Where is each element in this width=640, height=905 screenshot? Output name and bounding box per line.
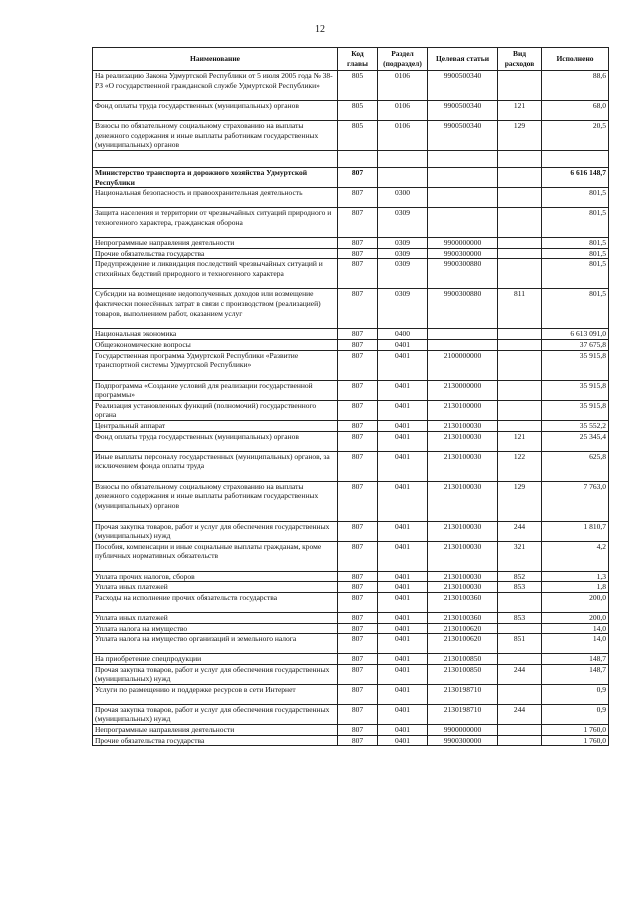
cell-section: 0300 bbox=[378, 188, 428, 208]
cell-expense-type bbox=[498, 329, 542, 340]
cell-section: 0401 bbox=[378, 350, 428, 380]
cell-expense-type bbox=[498, 238, 542, 249]
cell-section: 0401 bbox=[378, 380, 428, 400]
cell-name: Фонд оплаты труда государственных (муниципальных) органов bbox=[93, 101, 338, 121]
cell-target-item: 2130100000 bbox=[428, 400, 498, 420]
cell-executed: 68,0 bbox=[542, 101, 609, 121]
cell-executed: 35 915,8 bbox=[542, 380, 609, 400]
cell-name: Прочая закупка товаров, работ и услуг для обеспечения государственных (муниципальных) нужд bbox=[93, 704, 338, 724]
table-row bbox=[93, 248, 609, 259]
cell-name: Непрограммные направления деятельности bbox=[93, 238, 338, 249]
cell-name: Уплата иных платежей bbox=[93, 612, 338, 623]
cell-executed: 200,0 bbox=[542, 612, 609, 623]
cell-expense-type bbox=[498, 684, 542, 704]
table-row bbox=[93, 431, 609, 451]
cell-section: 0401 bbox=[378, 725, 428, 736]
cell-section: 0401 bbox=[378, 541, 428, 571]
cell-section: 0401 bbox=[378, 582, 428, 593]
cell-chapter-code: 807 bbox=[338, 289, 378, 329]
cell-target-item: 2130100850 bbox=[428, 664, 498, 684]
page-number: 12 bbox=[315, 24, 325, 35]
table-row bbox=[93, 704, 609, 724]
cell-expense-type bbox=[498, 339, 542, 350]
cell-executed: 14,0 bbox=[542, 634, 609, 654]
cell-target-item: 2130100360 bbox=[428, 592, 498, 612]
table-row bbox=[93, 71, 609, 101]
cell-name: Национальная экономика bbox=[93, 329, 338, 340]
cell-name: Реализация установленных функций (полномочий) государственного органа bbox=[93, 400, 338, 420]
cell-name: На приобретение спецпродукции bbox=[93, 654, 338, 665]
cell-target-item: 2100000000 bbox=[428, 350, 498, 380]
cell-chapter-code: 807 bbox=[338, 451, 378, 481]
cell-target-item: 9900300000 bbox=[428, 735, 498, 746]
cell-section bbox=[378, 151, 428, 168]
cell-expense-type: 244 bbox=[498, 704, 542, 724]
cell-section: 0401 bbox=[378, 684, 428, 704]
cell-section: 0401 bbox=[378, 634, 428, 654]
table-row bbox=[93, 380, 609, 400]
table-row bbox=[93, 634, 609, 654]
cell-name: На реализацию Закона Удмуртской Республики от 5 июля 2005 года № 38-РЗ «О государственной гражданской службе Удмуртской Республики» bbox=[93, 71, 338, 101]
cell-name: Фонд оплаты труда государственных (муниципальных) органов bbox=[93, 431, 338, 451]
cell-chapter-code: 807 bbox=[338, 248, 378, 259]
cell-section: 0401 bbox=[378, 420, 428, 431]
budget-table bbox=[92, 47, 609, 746]
cell-section: 0401 bbox=[378, 481, 428, 521]
cell-name: Предупреждение и ликвидация последствий чрезвычайных ситуаций и стихийных бедствий природного и техногенного характера bbox=[93, 259, 338, 289]
cell-expense-type bbox=[498, 725, 542, 736]
cell-chapter-code: 807 bbox=[338, 612, 378, 623]
cell-chapter-code: 807 bbox=[338, 541, 378, 571]
cell-name: Взносы по обязательному социальному страхованию на выплаты денежного содержания и иные выплаты работникам государственных (муниципальных) органов bbox=[93, 481, 338, 521]
cell-expense-type: 122 bbox=[498, 451, 542, 481]
table-row bbox=[93, 101, 609, 121]
cell-target-item: 2130100030 bbox=[428, 481, 498, 521]
cell-name: Уплата прочих налогов, сборов bbox=[93, 571, 338, 582]
table-row bbox=[93, 654, 609, 665]
cell-executed: 801,5 bbox=[542, 259, 609, 289]
cell-section: 0401 bbox=[378, 664, 428, 684]
cell-executed: 801,5 bbox=[542, 238, 609, 249]
cell-expense-type: 121 bbox=[498, 101, 542, 121]
header-target-item: Целевая статьи bbox=[428, 48, 498, 71]
cell-expense-type bbox=[498, 151, 542, 168]
cell-executed: 1 810,7 bbox=[542, 521, 609, 541]
cell-section: 0401 bbox=[378, 571, 428, 582]
cell-target-item bbox=[428, 329, 498, 340]
table-row bbox=[93, 612, 609, 623]
cell-expense-type bbox=[498, 208, 542, 238]
table-row bbox=[93, 151, 609, 168]
table-row bbox=[93, 664, 609, 684]
table-row bbox=[93, 121, 609, 151]
cell-executed bbox=[542, 151, 609, 168]
cell-section: 0106 bbox=[378, 121, 428, 151]
cell-name: Уплата иных платежей bbox=[93, 582, 338, 593]
cell-executed: 200,0 bbox=[542, 592, 609, 612]
cell-section: 0309 bbox=[378, 208, 428, 238]
table-row bbox=[93, 481, 609, 521]
cell-expense-type bbox=[498, 259, 542, 289]
cell-target-item: 2130198710 bbox=[428, 704, 498, 724]
cell-target-item: 2130100030 bbox=[428, 420, 498, 431]
cell-expense-type bbox=[498, 248, 542, 259]
cell-expense-type: 852 bbox=[498, 571, 542, 582]
table-row bbox=[93, 208, 609, 238]
cell-expense-type bbox=[498, 592, 542, 612]
cell-expense-type bbox=[498, 654, 542, 665]
cell-section: 0309 bbox=[378, 259, 428, 289]
table-row bbox=[93, 684, 609, 704]
cell-section: 0106 bbox=[378, 101, 428, 121]
cell-chapter-code: 807 bbox=[338, 208, 378, 238]
cell-section: 0309 bbox=[378, 248, 428, 259]
cell-chapter-code: 807 bbox=[338, 420, 378, 431]
cell-section: 0106 bbox=[378, 71, 428, 101]
cell-target-item: 2130100360 bbox=[428, 612, 498, 623]
cell-section: 0401 bbox=[378, 451, 428, 481]
cell-chapter-code: 807 bbox=[338, 582, 378, 593]
cell-target-item: 2130100620 bbox=[428, 634, 498, 654]
cell-name: Иные выплаты персоналу государственных (муниципальных) органов, за исключением фонда оплаты труда bbox=[93, 451, 338, 481]
cell-section: 0401 bbox=[378, 339, 428, 350]
cell-section: 0401 bbox=[378, 623, 428, 634]
header-expense-type: Вид расходов bbox=[498, 48, 542, 71]
cell-chapter-code: 807 bbox=[338, 684, 378, 704]
table-header-row bbox=[93, 48, 609, 71]
cell-chapter-code: 807 bbox=[338, 704, 378, 724]
cell-chapter-code: 807 bbox=[338, 623, 378, 634]
table-row bbox=[93, 725, 609, 736]
cell-executed: 6 613 091,0 bbox=[542, 329, 609, 340]
cell-section: 0401 bbox=[378, 431, 428, 451]
cell-name: Непрограммные направления деятельности bbox=[93, 725, 338, 736]
cell-target-item: 2130100030 bbox=[428, 451, 498, 481]
table-row bbox=[93, 592, 609, 612]
cell-target-item: 2130198710 bbox=[428, 684, 498, 704]
table-row bbox=[93, 339, 609, 350]
cell-executed: 35 915,8 bbox=[542, 350, 609, 380]
cell-chapter-code: 807 bbox=[338, 725, 378, 736]
table-row bbox=[93, 168, 609, 188]
table-row bbox=[93, 541, 609, 571]
cell-target-item: 2130100030 bbox=[428, 571, 498, 582]
cell-expense-type: 129 bbox=[498, 121, 542, 151]
cell-expense-type bbox=[498, 380, 542, 400]
cell-section: 0401 bbox=[378, 654, 428, 665]
cell-chapter-code: 807 bbox=[338, 431, 378, 451]
cell-executed: 14,0 bbox=[542, 623, 609, 634]
cell-section: 0401 bbox=[378, 592, 428, 612]
cell-expense-type bbox=[498, 400, 542, 420]
table-row bbox=[93, 350, 609, 380]
cell-name: Уплата налога на имущество организаций и земельного налога bbox=[93, 634, 338, 654]
cell-executed: 25 345,4 bbox=[542, 431, 609, 451]
cell-expense-type bbox=[498, 71, 542, 101]
cell-executed: 6 616 148,7 bbox=[542, 168, 609, 188]
cell-chapter-code: 807 bbox=[338, 168, 378, 188]
cell-name: Расходы на исполнение прочих обязательств государства bbox=[93, 592, 338, 612]
cell-chapter-code: 807 bbox=[338, 350, 378, 380]
cell-name: Услуги по размещению и поддержке ресурсов в сети Интернет bbox=[93, 684, 338, 704]
cell-chapter-code: 807 bbox=[338, 400, 378, 420]
cell-chapter-code: 807 bbox=[338, 339, 378, 350]
cell-executed: 148,7 bbox=[542, 654, 609, 665]
cell-executed: 625,8 bbox=[542, 451, 609, 481]
table-row bbox=[93, 582, 609, 593]
cell-name bbox=[93, 151, 338, 168]
header-executed: Исполнено bbox=[542, 48, 609, 71]
cell-chapter-code: 807 bbox=[338, 735, 378, 746]
cell-executed: 801,5 bbox=[542, 289, 609, 329]
cell-chapter-code: 807 bbox=[338, 521, 378, 541]
cell-section bbox=[378, 168, 428, 188]
cell-target-item: 2130000000 bbox=[428, 380, 498, 400]
cell-chapter-code bbox=[338, 151, 378, 168]
header-name: Наименование bbox=[93, 48, 338, 71]
cell-expense-type: 851 bbox=[498, 634, 542, 654]
cell-executed: 1,8 bbox=[542, 582, 609, 593]
cell-name: Субсидии на возмещение недополученных доходов или возмещение фактически понесённых затрат в связи с производством (реализацией) товаров, выполнением работ, оказанием услуг bbox=[93, 289, 338, 329]
cell-target-item: 9900500340 bbox=[428, 71, 498, 101]
cell-section: 0309 bbox=[378, 238, 428, 249]
cell-target-item: 2130100850 bbox=[428, 654, 498, 665]
cell-chapter-code: 807 bbox=[338, 664, 378, 684]
cell-chapter-code: 807 bbox=[338, 259, 378, 289]
cell-expense-type bbox=[498, 623, 542, 634]
table-row bbox=[93, 571, 609, 582]
cell-executed: 20,5 bbox=[542, 121, 609, 151]
cell-executed: 1 760,0 bbox=[542, 725, 609, 736]
cell-section: 0401 bbox=[378, 521, 428, 541]
table-row bbox=[93, 329, 609, 340]
cell-executed: 35 552,2 bbox=[542, 420, 609, 431]
cell-executed: 0,9 bbox=[542, 684, 609, 704]
cell-target-item: 9900300880 bbox=[428, 289, 498, 329]
table-row bbox=[93, 521, 609, 541]
cell-chapter-code: 805 bbox=[338, 121, 378, 151]
table-row bbox=[93, 259, 609, 289]
cell-target-item bbox=[428, 151, 498, 168]
cell-expense-type: 811 bbox=[498, 289, 542, 329]
cell-target-item: 2130100620 bbox=[428, 623, 498, 634]
cell-executed: 4,2 bbox=[542, 541, 609, 571]
cell-target-item: 2130100030 bbox=[428, 541, 498, 571]
cell-chapter-code: 807 bbox=[338, 380, 378, 400]
header-section: Раздел (подраздел) bbox=[378, 48, 428, 71]
cell-name: Прочие обязательства государства bbox=[93, 248, 338, 259]
cell-section: 0401 bbox=[378, 612, 428, 623]
cell-expense-type: 244 bbox=[498, 664, 542, 684]
cell-executed: 801,5 bbox=[542, 248, 609, 259]
cell-expense-type: 853 bbox=[498, 582, 542, 593]
cell-executed: 801,5 bbox=[542, 208, 609, 238]
cell-chapter-code: 807 bbox=[338, 654, 378, 665]
cell-executed: 35 915,8 bbox=[542, 400, 609, 420]
cell-target-item: 2130100030 bbox=[428, 582, 498, 593]
cell-section: 0309 bbox=[378, 289, 428, 329]
cell-chapter-code: 807 bbox=[338, 592, 378, 612]
cell-executed: 801,5 bbox=[542, 188, 609, 208]
cell-executed: 88,6 bbox=[542, 71, 609, 101]
cell-executed: 1 760,0 bbox=[542, 735, 609, 746]
cell-executed: 37 675,8 bbox=[542, 339, 609, 350]
cell-expense-type: 244 bbox=[498, 521, 542, 541]
cell-target-item: 9900500340 bbox=[428, 101, 498, 121]
cell-expense-type: 129 bbox=[498, 481, 542, 521]
cell-chapter-code: 805 bbox=[338, 101, 378, 121]
cell-target-item: 9900300880 bbox=[428, 259, 498, 289]
cell-name: Национальная безопасность и правоохранительная деятельность bbox=[93, 188, 338, 208]
cell-executed: 7 763,0 bbox=[542, 481, 609, 521]
header-chapter-code: Код главы bbox=[338, 48, 378, 71]
cell-expense-type bbox=[498, 350, 542, 380]
cell-name: Пособия, компенсации и иные социальные выплаты гражданам, кроме публичных нормативных обязательств bbox=[93, 541, 338, 571]
cell-expense-type bbox=[498, 735, 542, 746]
cell-name: Защита населения и территории от чрезвычайных ситуаций природного и техногенного характера, гражданская оборона bbox=[93, 208, 338, 238]
table-row bbox=[93, 188, 609, 208]
cell-section: 0401 bbox=[378, 400, 428, 420]
table-row bbox=[93, 623, 609, 634]
cell-chapter-code: 807 bbox=[338, 571, 378, 582]
table-row bbox=[93, 451, 609, 481]
cell-expense-type: 853 bbox=[498, 612, 542, 623]
cell-name: Уплата налога на имущество bbox=[93, 623, 338, 634]
cell-executed: 1,3 bbox=[542, 571, 609, 582]
cell-chapter-code: 805 bbox=[338, 71, 378, 101]
cell-target-item bbox=[428, 188, 498, 208]
table-row bbox=[93, 735, 609, 746]
cell-target-item bbox=[428, 208, 498, 238]
cell-executed: 148,7 bbox=[542, 664, 609, 684]
cell-name: Центральный аппарат bbox=[93, 420, 338, 431]
table-row bbox=[93, 420, 609, 431]
cell-expense-type bbox=[498, 420, 542, 431]
table-row bbox=[93, 289, 609, 329]
cell-expense-type: 321 bbox=[498, 541, 542, 571]
cell-name: Подпрограмма «Создание условий для реализации государственной программы» bbox=[93, 380, 338, 400]
cell-chapter-code: 807 bbox=[338, 188, 378, 208]
table-row bbox=[93, 400, 609, 420]
cell-name: Прочая закупка товаров, работ и услуг для обеспечения государственных (муниципальных) нужд bbox=[93, 521, 338, 541]
cell-executed: 0,9 bbox=[542, 704, 609, 724]
cell-section: 0401 bbox=[378, 735, 428, 746]
cell-name: Прочие обязательства государства bbox=[93, 735, 338, 746]
cell-target-item: 2130100030 bbox=[428, 521, 498, 541]
cell-chapter-code: 807 bbox=[338, 481, 378, 521]
cell-name: Министерство транспорта и дорожного хозяйства Удмуртской Республики bbox=[93, 168, 338, 188]
cell-target-item: 9900300000 bbox=[428, 248, 498, 259]
cell-name: Взносы по обязательному социальному страхованию на выплаты денежного содержания и иные выплаты работникам государственных (муниципальных) органов bbox=[93, 121, 338, 151]
cell-target-item bbox=[428, 168, 498, 188]
cell-chapter-code: 807 bbox=[338, 238, 378, 249]
cell-target-item: 2130100030 bbox=[428, 431, 498, 451]
cell-target-item: 9900000000 bbox=[428, 725, 498, 736]
cell-name: Прочая закупка товаров, работ и услуг для обеспечения государственных (муниципальных) нужд bbox=[93, 664, 338, 684]
cell-name: Государственная программа Удмуртской Республики «Развитие транспортной системы Удмуртской Республики» bbox=[93, 350, 338, 380]
cell-expense-type: 121 bbox=[498, 431, 542, 451]
cell-chapter-code: 807 bbox=[338, 634, 378, 654]
cell-target-item bbox=[428, 339, 498, 350]
cell-section: 0401 bbox=[378, 704, 428, 724]
cell-expense-type bbox=[498, 168, 542, 188]
cell-expense-type bbox=[498, 188, 542, 208]
cell-name: Общеэкономические вопросы bbox=[93, 339, 338, 350]
cell-chapter-code: 807 bbox=[338, 329, 378, 340]
table-row bbox=[93, 238, 609, 249]
cell-target-item: 9900000000 bbox=[428, 238, 498, 249]
cell-target-item: 9900500340 bbox=[428, 121, 498, 151]
cell-section: 0400 bbox=[378, 329, 428, 340]
